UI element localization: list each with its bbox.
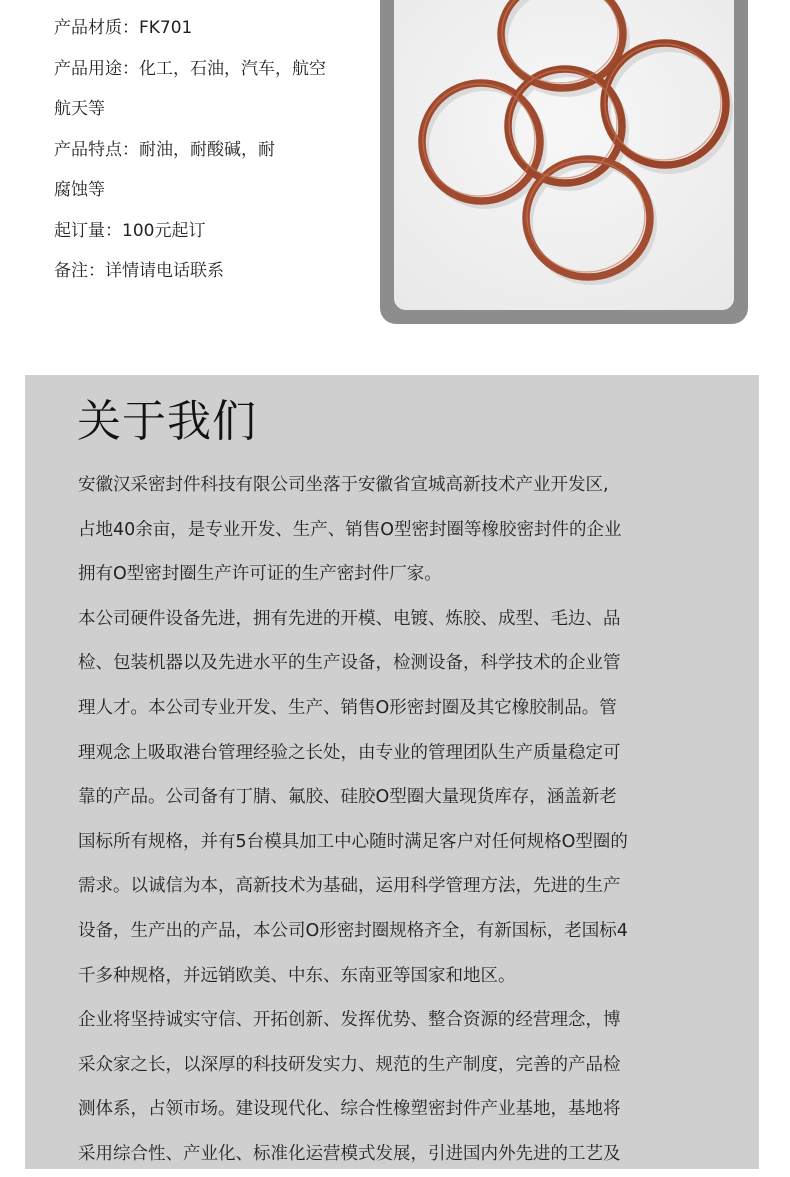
about-line: 本公司硬件设备先进，拥有先进的开模、电镀、炼胶、成型、毛边、品 (78, 608, 621, 629)
about-line: 理人才。本公司专业开发、生产、销售O形密封圈及其它橡胶制品。管 (78, 697, 617, 718)
spec-usage-continued: 航天等 (54, 99, 105, 119)
about-line: 千多种规格，并远销欧美、中东、东南亚等国家和地区。 (78, 965, 516, 986)
about-us-body (78, 463, 718, 1177)
spec-remark: 备注：详情请电话联系 (54, 261, 224, 281)
about-us-section (25, 375, 759, 1169)
about-line: 国标所有规格，并有5台模具加工中心随时满足客户对任何规格O型圈的 (78, 831, 628, 852)
about-line: 需求。以诚信为本，高新技术为基础，运用科学管理方法，先进的生产 (78, 876, 621, 897)
about-line: 靠的产品。公司备有丁腈、氟胶、硅胶O型圈大量现货库存，涵盖新老 (78, 787, 617, 808)
about-line: 占地40余亩，是专业开发、生产、销售O型密封圈等橡胶密封件的企业 (78, 519, 622, 540)
about-line: 理观念上吸取港台管理经验之长处，由专业的管理团队生产质量稳定可 (78, 742, 621, 763)
spec-usage: 产品用途：化工，石油，汽车，航空 (54, 58, 326, 79)
about-line: 采众家之长，以深厚的科技研发实力、规范的生产制度，完善的产品检 (78, 1054, 621, 1075)
product-photo (394, 0, 734, 310)
about-line: 测体系，占领市场。建设现代化、综合性橡塑密封件产业基地，基地将 (78, 1099, 621, 1120)
about-line: 设备，生产出的产品，本公司O形密封圈规格齐全，有新国标，老国标4 (78, 920, 628, 941)
spec-features: 产品特点：耐油，耐酸碱，耐 (54, 139, 275, 160)
about-line: 采用综合性、产业化、标准化运营模式发展，引进国内外先进的工艺及 (78, 1143, 621, 1164)
about-us-title: 关于我们 (77, 396, 257, 447)
about-line: 拥有O型密封圈生产许可证的生产密封件厂家。 (78, 564, 442, 585)
product-photo-frame (380, 0, 748, 324)
about-line: 检、包装机器以及先进水平的生产设备，检测设备，科学技术的企业管 (78, 653, 621, 674)
spec-material: 产品材质：FK701 (54, 18, 193, 38)
spec-features-continued: 腐蚀等 (54, 180, 105, 200)
about-line: 安徽汉采密封件科技有限公司坐落于安徽省宣城高新技术产业开发区, (78, 475, 609, 495)
o-ring-illustration (394, 0, 734, 310)
about-line: 企业将坚持诚实守信、开拓创新、发挥优势、整合资源的经营理念，博 (78, 1010, 621, 1031)
product-spec-list (54, 8, 374, 292)
spec-min-order: 起订量：100元起订 (54, 220, 206, 241)
